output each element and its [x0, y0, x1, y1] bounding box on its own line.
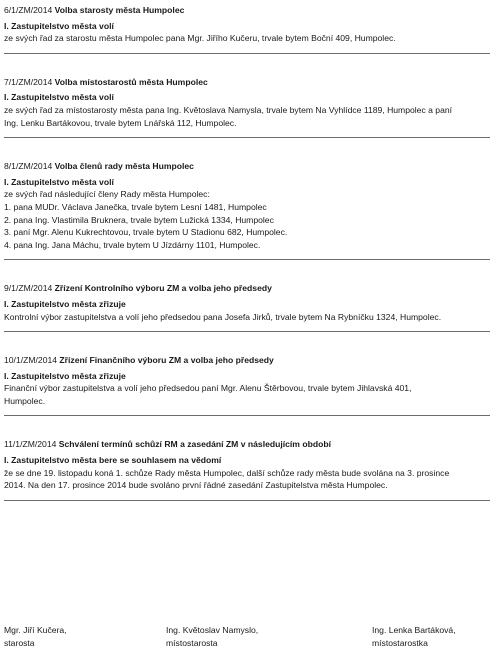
council-member-item: 1. pana MUDr. Václava Janečka, trvale bytem Lesní 1481, Humpolec — [4, 201, 267, 212]
resolution-title: Volba starosty města Humpolec — [54, 5, 185, 15]
section-divider — [4, 500, 490, 501]
resolution-9 — [4, 282, 492, 332]
resolution-title: Zřízení Finančního výboru ZM a volba jeho předsedy — [59, 355, 274, 366]
resolution-heading — [4, 438, 492, 451]
resolution-heading — [4, 354, 492, 367]
signature-block — [4, 624, 494, 654]
section-divider — [4, 259, 490, 260]
resolution-text-line: ze svých řad za místostarosty města pana Ing. Květoslava Namysla, trvale bytem Na Vyhlídce 1189, Humpolec a paní — [4, 104, 453, 115]
resolution-heading — [4, 160, 492, 173]
resolution-text-line: Ing. Lenku Bartákovou, trvale bytem Lnářská 112, Humpolec. — [4, 117, 237, 128]
resolution-text-line: Humpolec. — [4, 395, 46, 406]
council-member-item: 2. pana Ing. Vlastimila Bruknera, trvale bytem Lužická 1334, Humpolec — [4, 214, 274, 225]
resolution-heading — [4, 76, 492, 89]
section-divider — [4, 53, 490, 54]
signatory-name: Ing. Lenka Bartáková, — [372, 625, 456, 635]
resolution-text-line: Finanční výbor zastupitelstva a volí jeho předsedou paní Mgr. Alenu Štěrbovou, trvale bytem Jihlavská 401, — [4, 383, 412, 394]
resolution-verb: I. Zastupitelstvo města volí — [4, 20, 114, 31]
resolution-number: 10/1/ZM/2014 — [4, 355, 58, 366]
signature-mayor — [4, 624, 67, 650]
signature-deputy-mayor — [166, 624, 258, 650]
resolution-verb: I. Zastupitelstvo města zřizuje — [4, 370, 126, 381]
resolution-6 — [4, 4, 492, 54]
resolution-11 — [4, 438, 492, 500]
resolution-verb: I. Zastupitelstvo města volí — [4, 176, 114, 187]
resolution-title: Volba místostarostů města Humpolec — [54, 76, 208, 87]
resolution-text-line: že se dne 19. listopadu koná 1. schůze Rady města Humpolec, další schůze rady města bude svolána na 3. prosince — [4, 467, 450, 478]
resolutions-list — [4, 4, 492, 523]
section-divider — [4, 415, 490, 416]
resolution-verb: I. Zastupitelstvo města zřizuje — [4, 298, 126, 309]
resolution-verb: I. Zastupitelstvo města volí — [4, 92, 114, 103]
resolution-text-line: 2014. Na den 17. prosince 2014 bude svoláno první řádné zasedání Zastupitelstva města Humpolec. — [4, 480, 388, 491]
section-divider — [4, 137, 490, 138]
resolution-number: 6/1/ZM/2014 — [4, 5, 53, 15]
resolution-8 — [4, 160, 492, 260]
resolution-verb: I. Zastupitelstvo města bere se souhlasem na vědomí — [4, 455, 222, 466]
resolution-10 — [4, 354, 492, 416]
resolution-title: Zřízení Kontrolního výboru ZM a volba jeho předsedy — [54, 283, 272, 294]
resolution-heading — [4, 282, 492, 295]
resolution-number: 8/1/ZM/2014 — [4, 161, 53, 172]
resolution-text-line: ze svých řad následující členy Rady města Humpolec: — [4, 189, 210, 200]
resolution-text-line: Kontrolní výbor zastupitelstva a volí jeho předsedou pana Josefa Jirků, trvale bytem Na Rybníčku 1324, Humpolec. — [4, 311, 442, 322]
signatory-role: místostarosta — [166, 638, 218, 648]
resolution-number: 11/1/ZM/2014 — [4, 439, 57, 450]
signature-deputy-mayoress — [372, 624, 456, 650]
council-member-item: 3. paní Mgr. Alenu Kukrechtovou, trvale bytem U Stadionu 682, Humpolec. — [4, 227, 288, 238]
council-member-item: 4. pana Ing. Jana Máchu, trvale bytem U Jízdárny 1101, Humpolec. — [4, 239, 261, 250]
signatory-name: Ing. Květoslav Namyslo, — [166, 625, 259, 635]
signatory-role: místostarostka — [372, 638, 428, 648]
resolution-heading — [4, 4, 492, 17]
resolution-7 — [4, 76, 492, 138]
signatory-role: starosta — [4, 638, 35, 648]
resolution-title: Volba členů rady města Humpolec — [54, 161, 194, 172]
resolution-number: 7/1/ZM/2014 — [4, 76, 53, 87]
signatory-name: Mgr. Jiří Kučera, — [4, 625, 67, 635]
resolution-title: Schválení termínů schůzí RM a zasedání ZM v následujícím období — [58, 439, 331, 450]
section-divider — [4, 331, 490, 332]
resolution-text-line: ze svých řad za starostu města Humpolec pana Mgr. Jiřího Kučeru, trvale bytem Boční 409, Humpolec. — [4, 33, 396, 44]
resolution-number: 9/1/ZM/2014 — [4, 283, 53, 294]
